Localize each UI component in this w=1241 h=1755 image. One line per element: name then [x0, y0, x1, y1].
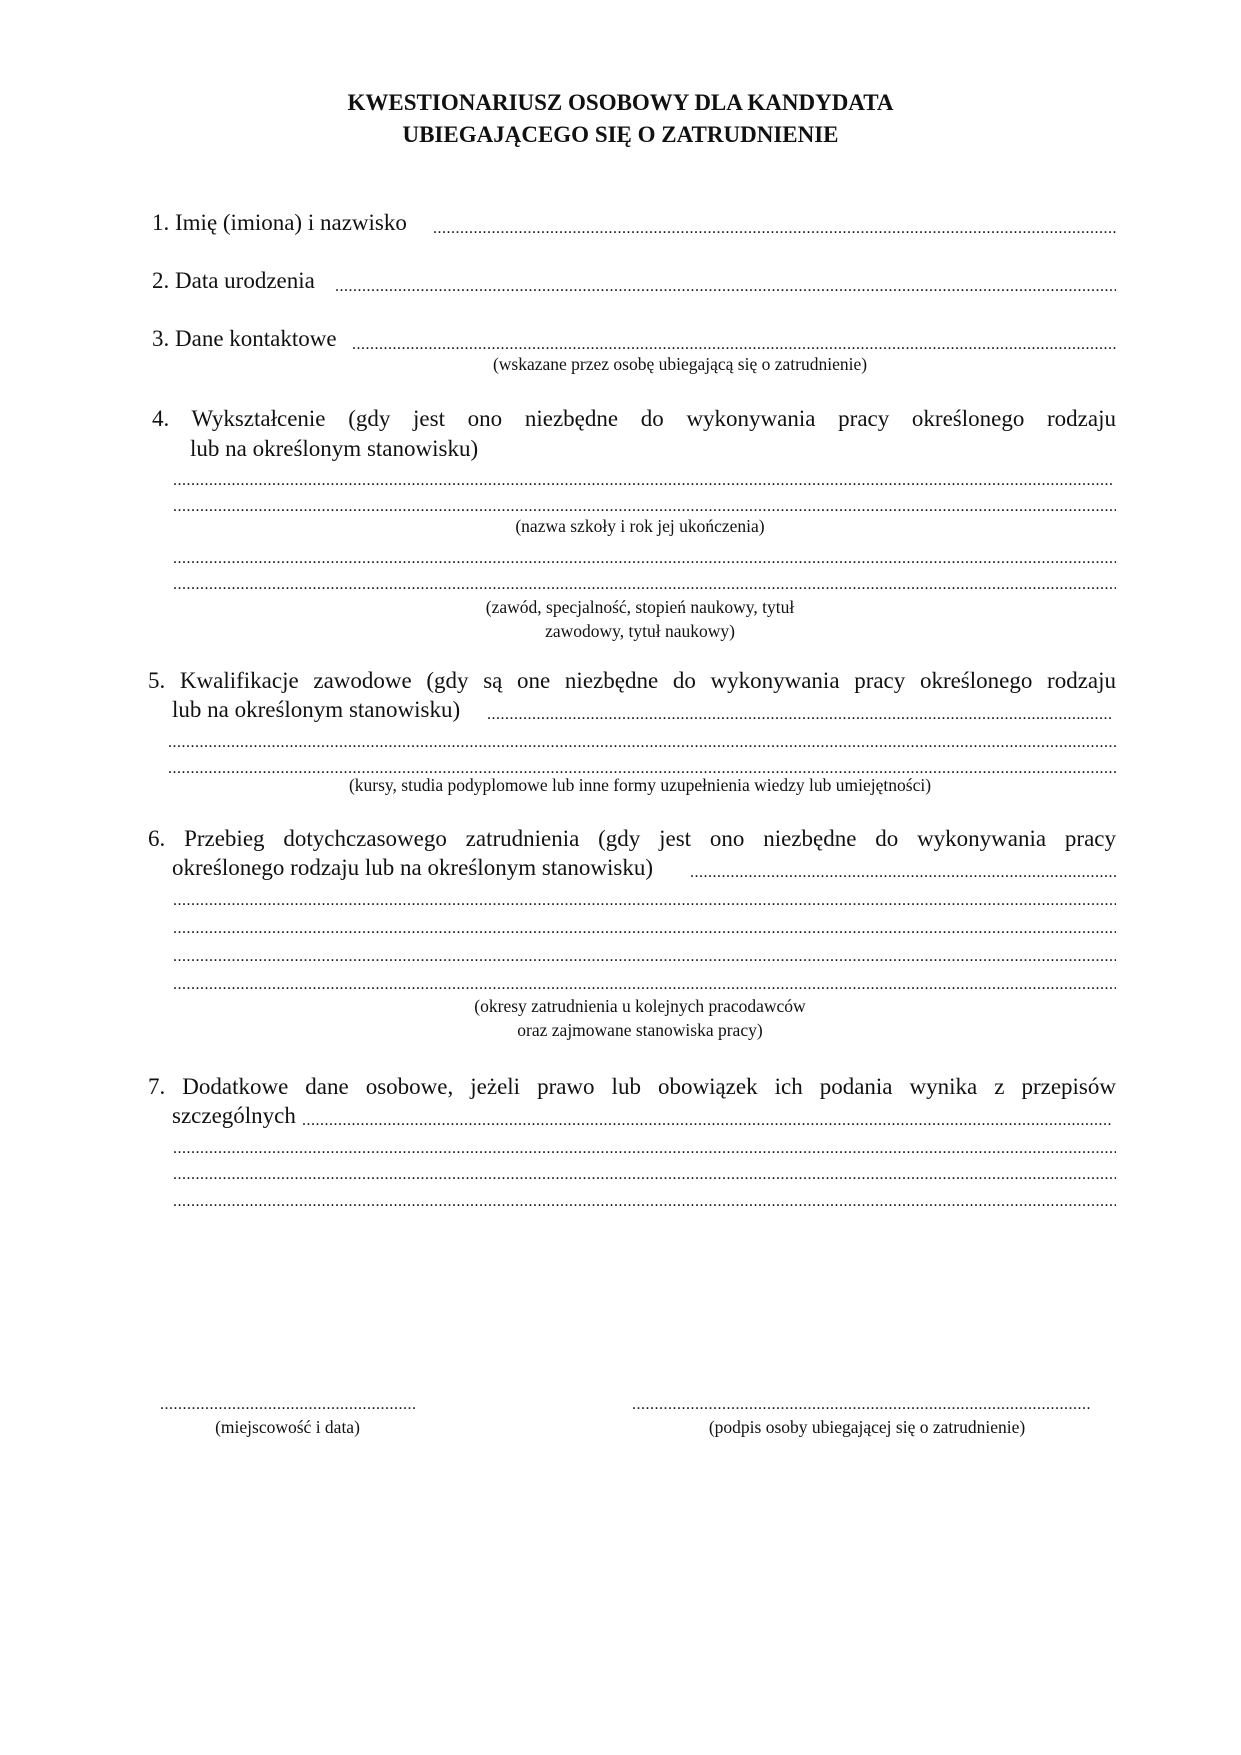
employment-input-line-4[interactable]	[173, 948, 1116, 966]
employment-input-line-2[interactable]	[173, 892, 1116, 910]
signature-input-line[interactable]	[632, 1396, 1090, 1414]
field-label-contact: 3. Dane kontaktowe	[152, 326, 337, 351]
form-title-line2: UBIEGAJĄCEGO SIĘ O ZATRUDNIENIE	[402, 122, 839, 147]
place-date-input-line[interactable]	[160, 1396, 415, 1414]
employment-input-line-5[interactable]	[173, 976, 1116, 994]
additional-input-line-2[interactable]	[173, 1140, 1116, 1158]
field-label-birth-date: 2. Data urodzenia	[152, 268, 315, 293]
education-input-line-4[interactable]	[173, 576, 1116, 594]
qualifications-input-line-1[interactable]	[487, 706, 1113, 724]
employment-hint-2: oraz zajmowane stanowiska pracy)	[517, 1020, 763, 1040]
additional-input-line-3[interactable]	[173, 1166, 1116, 1184]
birth-date-input-line[interactable]	[335, 278, 1116, 296]
education-input-line-3[interactable]	[173, 550, 1116, 568]
place-date-label: (miejscowość i data)	[215, 1417, 360, 1437]
field-label-qualifications-cont: lub na określonym stanowisku)	[172, 697, 461, 722]
education-hint-school: (nazwa szkoły i rok jej ukończenia)	[515, 516, 765, 536]
qualifications-input-line-2[interactable]	[168, 734, 1116, 752]
field-label-education-cont: lub na określonym stanowisku)	[190, 436, 479, 461]
employment-hint-1: (okresy zatrudnienia u kolejnych pracodawców	[474, 996, 806, 1016]
field-label-employment-cont: określonego rodzaju lub na określonym stanowisku)	[172, 855, 653, 880]
education-hint-profession-2: zawodowy, tytuł naukowy)	[545, 621, 735, 641]
form-title-line1: KWESTIONARIUSZ OSOBOWY DLA KANDYDATA	[347, 90, 894, 115]
name-input-line[interactable]	[433, 220, 1116, 238]
signature-label: (podpis osoby ubiegającej się o zatrudnienie)	[708, 1417, 1026, 1437]
additional-input-line-4[interactable]	[173, 1193, 1116, 1211]
contact-hint: (wskazane przez osobę ubiegającą się o zatrudnienie)	[492, 354, 868, 374]
education-hint-profession-1: (zawód, specjalność, stopień naukowy, tytuł	[485, 597, 795, 617]
field-label-qualifications: 5. Kwalifikacje zawodowe (gdy są one niezbędne do wykonywania pracy określonego rodzaju	[148, 668, 1116, 693]
field-label-name: 1. Imię (imiona) i nazwisko	[152, 210, 407, 235]
field-label-employment: 6. Przebieg dotychczasowego zatrudnienia (gdy jest ono niezbędne do wykonywania pracy	[148, 826, 1116, 851]
education-input-line-1[interactable]	[173, 472, 1113, 490]
employment-input-line-3[interactable]	[173, 920, 1116, 938]
education-input-line-2[interactable]	[173, 498, 1116, 516]
field-label-additional-cont: szczególnych	[172, 1103, 296, 1128]
qualifications-hint: (kursy, studia podyplomowe lub inne formy uzupełnienia wiedzy lub umiejętności)	[348, 775, 932, 795]
additional-input-line-1[interactable]	[302, 1112, 1113, 1130]
contact-input-line[interactable]	[352, 336, 1116, 354]
field-label-additional: 7. Dodatkowe dane osobowe, jeżeli prawo lub obowiązek ich podania wynika z przepisów	[148, 1074, 1116, 1099]
field-label-education: 4. Wykształcenie (gdy jest ono niezbędne do wykonywania pracy określonego rodzaju	[152, 406, 1116, 431]
employment-input-line-1[interactable]	[690, 864, 1116, 882]
